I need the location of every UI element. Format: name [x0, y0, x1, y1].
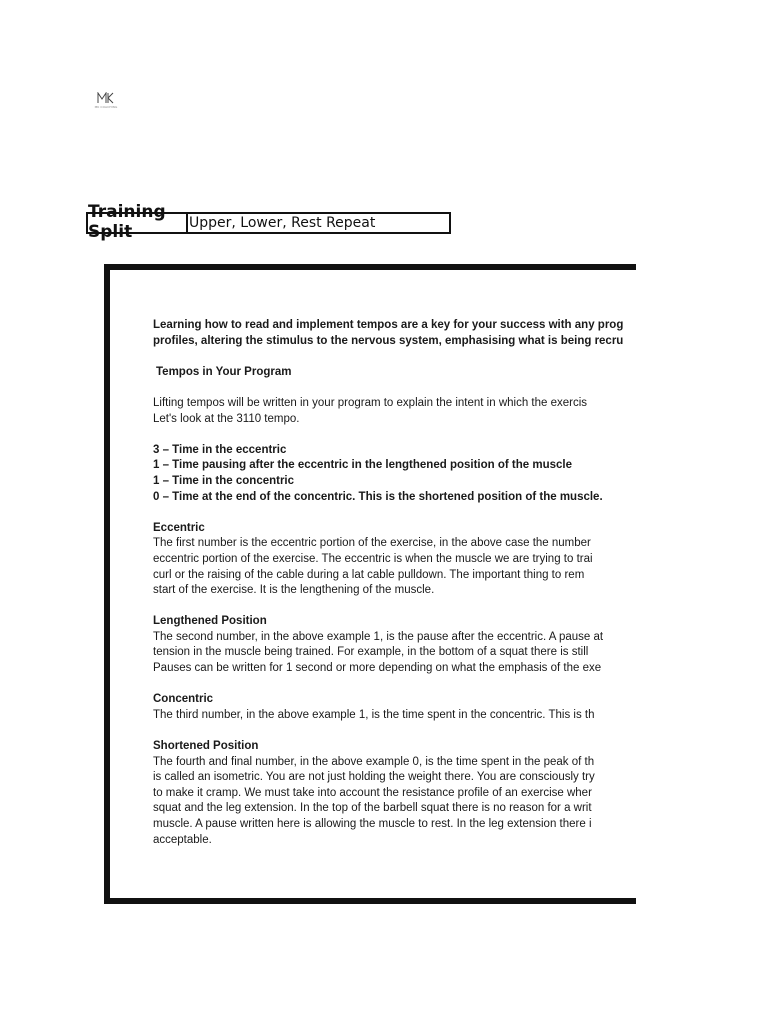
intro-line: Learning how to read and implement tempos are a key for your success with any prog: [153, 319, 624, 331]
eccentric-body-line: start of the exercise. It is the lengthening of the muscle.: [153, 584, 435, 597]
eccentric-body-line: eccentric portion of the exercise. The eccentric is when the muscle we are trying to trai: [153, 552, 593, 565]
tempo-breakdown-item: 0 – Time at the end of the concentric. This is the shortened position of the muscle.: [153, 490, 603, 503]
training-split-value: Upper, Lower, Rest Repeat: [189, 215, 376, 231]
tempos-body-line: Let's look at the 3110 tempo.: [153, 412, 300, 425]
tempo-breakdown-item: 1 – Time pausing after the eccentric in the lengthened position of the muscle: [153, 459, 572, 472]
lengthened-body-line: tension in the muscle being trained. For example, in the bottom of a squat there is still: [153, 646, 589, 659]
intro-line: profiles, altering the stimulus to the nervous system, emphasising what is being recru: [153, 334, 624, 347]
shortened-heading: Shortened Position: [153, 740, 259, 753]
tempo-guide-image: [104, 264, 636, 904]
tempo-breakdown-item: 3 – Time in the eccentric: [153, 443, 287, 456]
tempo-breakdown-item: 1 – Time in the concentric: [153, 474, 295, 487]
shortened-body-line: The fourth and final number, in the above example 0, is the time spent in the peak of th: [153, 755, 595, 768]
lengthened-body-line: The second number, in the above example 1, is the pause after the eccentric. A pause at: [153, 630, 604, 643]
shortened-body-line: is called an isometric. You are not just holding the weight there. You are consciously try: [153, 771, 595, 784]
concentric-heading: Concentric: [153, 693, 214, 706]
shortened-body-line: squat and the leg extension. In the top of the barbell squat there is no reason for a writ: [153, 802, 592, 815]
logo-caption: MK COACHING: [94, 105, 118, 109]
training-split-label: Training Split: [88, 202, 166, 242]
eccentric-heading: Eccentric: [153, 521, 205, 534]
brand-logo: [88, 92, 124, 112]
logo-mark-icon: [96, 92, 116, 104]
eccentric-body-line: The first number is the eccentric portion of the exercise, in the above case the number: [153, 537, 591, 550]
tempos-heading: Tempos in Your Program: [156, 365, 292, 378]
tempos-body-line: Lifting tempos will be written in your program to explain the intent in which the exercis: [153, 396, 588, 409]
shortened-body-line: acceptable.: [153, 833, 212, 846]
shortened-body-line: to make it cramp. We must take into account the resistance profile of an exercise wher: [153, 786, 592, 799]
lengthened-heading: Lengthened Position: [153, 615, 267, 628]
tempo-guide-content: [153, 318, 636, 848]
eccentric-body-line: curl or the raising of the cable during a lat cable pulldown. The important thing to rem: [153, 568, 585, 581]
lengthened-body-line: Pauses can be written for 1 second or more depending on what the emphasis of the exe: [153, 662, 602, 675]
concentric-body-line: The third number, in the above example 1, is the time spent in the concentric. This is th: [153, 708, 595, 721]
shortened-body-line: muscle. A pause written here is allowing the muscle to rest. In the leg extension there i: [153, 818, 592, 830]
